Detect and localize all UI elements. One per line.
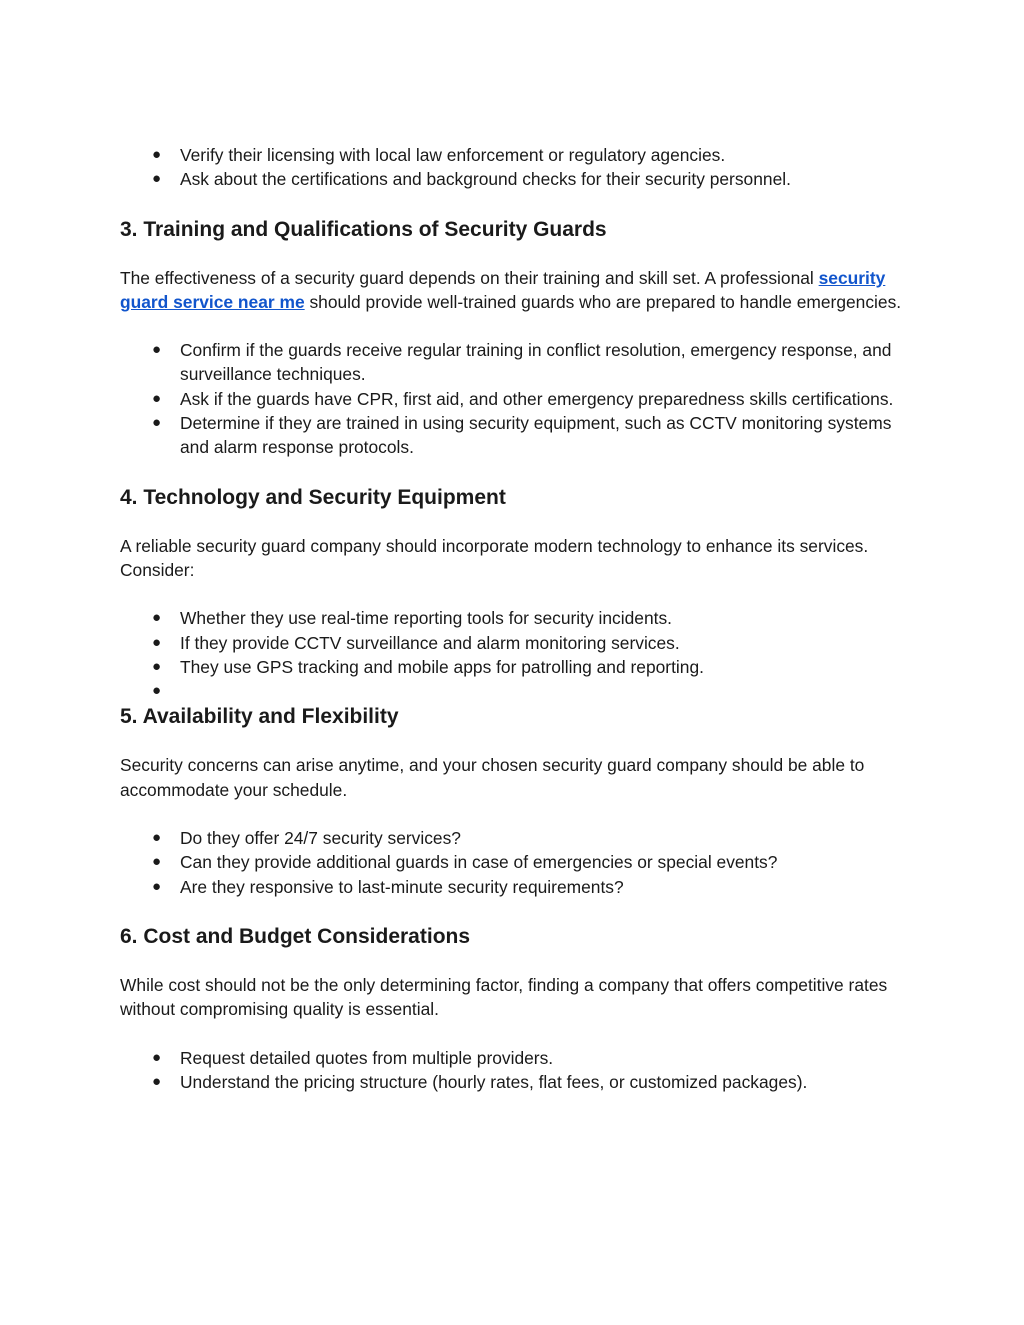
bullet-icon: ● xyxy=(152,633,162,651)
bullet-icon: ● xyxy=(152,657,162,675)
bullet-icon: ● xyxy=(152,1048,162,1066)
list-item: ● Do they offer 24/7 security services? xyxy=(120,826,910,850)
bullet-icon: ● xyxy=(152,389,162,407)
document-page xyxy=(120,143,910,1094)
bullet-icon: ● xyxy=(152,170,162,188)
section-paragraph: While cost should not be the only determining factor, finding a company that offers competitive rates without compromising quality is essential. xyxy=(120,974,888,1020)
bullet-icon: ● xyxy=(152,853,162,871)
bullet-icon: ● xyxy=(152,341,162,359)
list-item: ● Understand the pricing structure (hourly rates, flat fees, or customized packages). xyxy=(120,1070,910,1094)
section-paragraph: Security concerns can arise anytime, and your chosen security guard company should be able to accommodate your schedule. xyxy=(120,755,865,800)
intro-bullet-list xyxy=(120,143,910,192)
list-item xyxy=(120,679,910,703)
section-bullet-list xyxy=(120,826,910,899)
bullet-icon: ● xyxy=(152,609,162,627)
section-paragraph: The effectiveness of a security guard depends on their training and skill set. A professional security guard service near me should provide well-trained guards who are prepared to handle emergencies. xyxy=(120,267,902,312)
bullet-icon: ● xyxy=(152,877,162,895)
list-item: ● Confirm if the guards receive regular training in conflict resolution, emergency response, and surveillance techniques. xyxy=(152,340,892,385)
section-heading: 3. Training and Qualifications of Security Guards xyxy=(120,217,607,241)
section-bullet-list xyxy=(120,1046,910,1095)
section-paragraph: A reliable security guard company should incorporate modern technology to enhance its services. Consider: xyxy=(120,535,869,580)
list-item: ● Ask about the certifications and background checks for their security personnel. xyxy=(120,167,910,191)
list-item: ● Determine if they are trained in using security equipment, such as CCTV monitoring systems and alarm response protocols. xyxy=(152,413,892,458)
list-item: ● Request detailed quotes from multiple providers. xyxy=(120,1046,910,1070)
section-bullet-list xyxy=(120,338,910,459)
section-heading: 5. Availability and Flexibility xyxy=(120,705,399,729)
section-heading: 6. Cost and Budget Considerations xyxy=(120,924,471,948)
security-guard-service-link[interactable]: security guard service near me xyxy=(120,267,886,312)
section-bullet-list xyxy=(120,606,910,703)
bullet-icon: ● xyxy=(152,682,162,700)
bullet-icon: ● xyxy=(152,829,162,847)
list-item: ● Are they responsive to last-minute security requirements? xyxy=(120,875,910,899)
bullet-icon: ● xyxy=(152,414,162,432)
section-heading: 4. Technology and Security Equipment xyxy=(120,485,506,509)
list-item: ● They use GPS tracking and mobile apps for patrolling and reporting. xyxy=(120,655,910,679)
list-item: ● Ask if the guards have CPR, first aid, and other emergency preparedness skills certifications. xyxy=(120,387,910,411)
list-item: ● Whether they use real-time reporting tools for security incidents. xyxy=(120,606,910,630)
bullet-icon: ● xyxy=(152,146,162,163)
list-item: ● Verify their licensing with local law enforcement or regulatory agencies. xyxy=(120,143,910,167)
list-item: ● Can they provide additional guards in case of emergencies or special events? xyxy=(120,850,910,874)
bullet-icon: ● xyxy=(152,1072,162,1090)
list-item: ● If they provide CCTV surveillance and alarm monitoring services. xyxy=(120,631,910,655)
